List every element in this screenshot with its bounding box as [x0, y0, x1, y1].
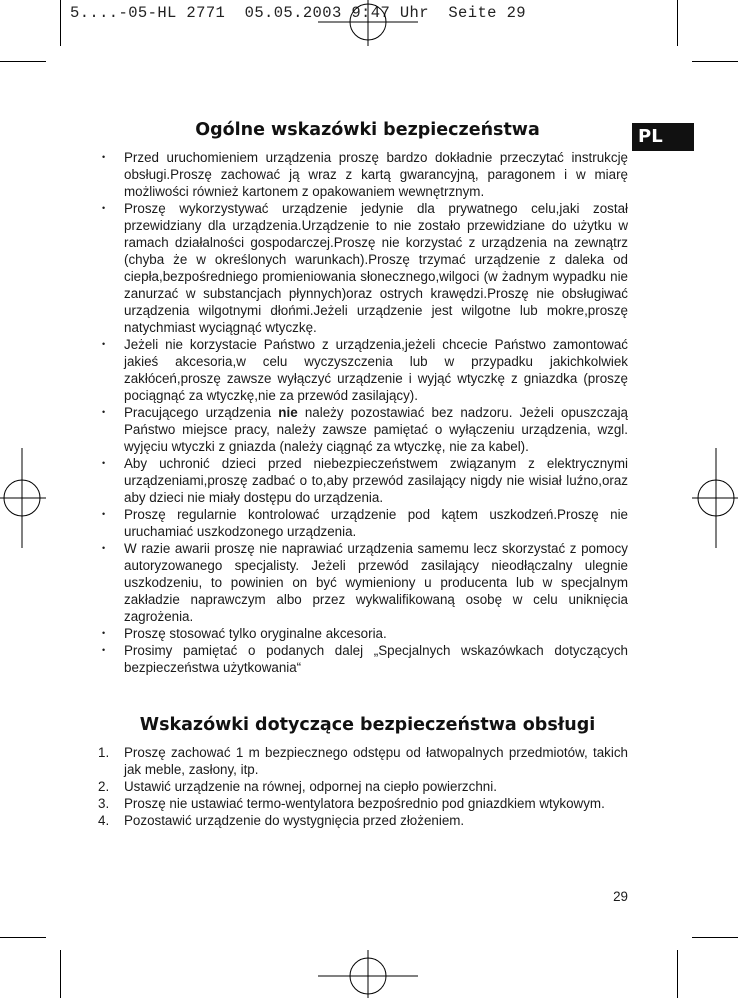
numbered-item — [98, 795, 628, 812]
operation-safety-list — [98, 744, 628, 829]
list-item-bold: nie — [278, 405, 298, 420]
crop-mark-top-left-v — [60, 0, 61, 46]
list-item-text-after: należy pozostawiać bez nadzoru. Jeżeli opuszczają Państwo miejsce pracy, należy zawsze pamiętać o wyłączeniu urządzenia, wzgl. wyjęciu wtyczki z gniazda (należy ciągnąć za wtyczkę, nie za kabel). — [124, 405, 628, 454]
crop-mark-top-right-v — [677, 0, 678, 46]
item-text: Proszę nie ustawiać termo-wentylatora bezpośrednio pod gniazdkiem wtykowym. — [124, 796, 605, 811]
list-item: • Przed uruchomieniem urządzenia proszę bardzo dokładnie przeczytać instrukcję obsługi.Proszę zachować ją wraz z kartą gwarancyjną, paragonem i w miarę możliwości również kartonem z opakowaniem wewnętrznym. — [98, 149, 628, 200]
list-item: • Proszę regularnie kontrolować urządzenie pod kątem uszkodzeń.Proszę nie uruchamiać uszkodzonego urządzenia. — [98, 506, 628, 540]
list-item: • Proszę stosować tylko oryginalne akcesoria. — [98, 625, 628, 642]
language-tab: PL — [632, 123, 694, 151]
item-text: Proszę zachować 1 m bezpiecznego odstępu od łatwopalnych przedmiotów, takich jak meble, zasłony, itp. — [124, 745, 628, 777]
item-text: Ustawić urządzenie na równej, odpornej na ciepło powierzchni. — [124, 779, 497, 794]
list-item — [98, 404, 628, 455]
section-title-general-safety: Ogólne wskazówki bezpieczeństwa — [195, 120, 540, 140]
crop-mark-bottom-right-h — [692, 937, 738, 938]
crop-mark-top-left-h — [0, 61, 46, 62]
list-item: • Aby uchronić dzieci przed niebezpieczeństwem związanym z elektrycznymi urządzeniami,proszę zadbać o to,aby przewód zasilający nigdy nie wisiał luźno,oraz aby dzieci nie miały dostępu do urządzenia. — [98, 455, 628, 506]
item-number: 1. — [98, 745, 110, 760]
general-safety-list — [98, 149, 628, 676]
item-number: 4. — [98, 813, 110, 828]
page-number: 29 — [613, 889, 628, 904]
registration-mark-left-icon — [0, 448, 46, 548]
registration-mark-top-icon — [318, 0, 418, 46]
list-item: • W razie awarii proszę nie naprawiać urządzenia samemu lecz skorzystać z pomocy autoryzowanego specjalisty. Jeżeli przewód zasilający nieodłączalny ulegnie uszkodzeniu, to powinien on być wymieniony u producenta lub w specjalnym zakładzie naprawczym albo przez wykwalifikowaną osobę w celu uniknięcia zagrożenia. — [98, 540, 628, 625]
list-item: • Prosimy pamiętać o podanych dalej „Specjalnych wskazówkach dotyczących bezpieczeństwa użytkowania“ — [98, 642, 628, 676]
printer-slug: 5....-05-HL 2771 05.05.2003 9:47 Uhr Seite 29 — [70, 4, 526, 22]
item-number: 2. — [98, 779, 110, 794]
registration-mark-right-icon — [692, 448, 738, 548]
list-item: • Jeżeli nie korzystacie Państwo z urządzenia,jeżeli chcecie Państwo zamontować jakieś akcesoria,w celu wyczyszczenia lub w przypadku jakichkolwiek zakłóceń,proszę zawsze wyłączyć urządzenie i wyjąć wtyczkę z gniazdka (proszę pociągnąć za wtyczkę,nie za przewód zasilający). — [98, 336, 628, 404]
list-item-text-before: Pracującego urządzenia — [124, 405, 279, 420]
numbered-item — [98, 778, 628, 795]
numbered-item — [98, 744, 628, 778]
list-item: • Proszę wykorzystywać urządzenie jedynie dla prywatnego celu,jaki został przewidziany dla urządzenia.Urządzenie to nie zostało przewidziane do użytku w ramach działalności gospodarczej.Proszę nie korzystać z urządzenia na zewnątrz (chyba że w określonych warunkach).Proszę trzymać urządzenie z daleka od ciepła,bezpośredniego promieniowania słonecznego,wilgoci (w żadnym wypadku nie zanurzać w substancjach płynnych)oraz ostrych krawędzi.Proszę nie obsługiwać urządzenia wilgotnymi dłońmi.Jeżeli urządzenie jest wilgotne lub mokre,proszę natychmiast wyciągnąć wtyczkę. — [98, 200, 628, 336]
item-number: 3. — [98, 796, 110, 811]
section-title-operation-safety: Wskazówki dotyczące bezpieczeństwa obsługi — [139, 715, 596, 735]
crop-mark-bottom-left-v — [60, 950, 61, 998]
crop-mark-bottom-right-v — [677, 950, 678, 998]
crop-mark-top-right-h — [692, 61, 738, 62]
registration-mark-bottom-icon — [318, 950, 418, 998]
crop-mark-bottom-left-h — [0, 937, 46, 938]
item-text: Pozostawić urządzenie do wystygnięcia przed złożeniem. — [124, 813, 465, 828]
numbered-item — [98, 812, 628, 829]
